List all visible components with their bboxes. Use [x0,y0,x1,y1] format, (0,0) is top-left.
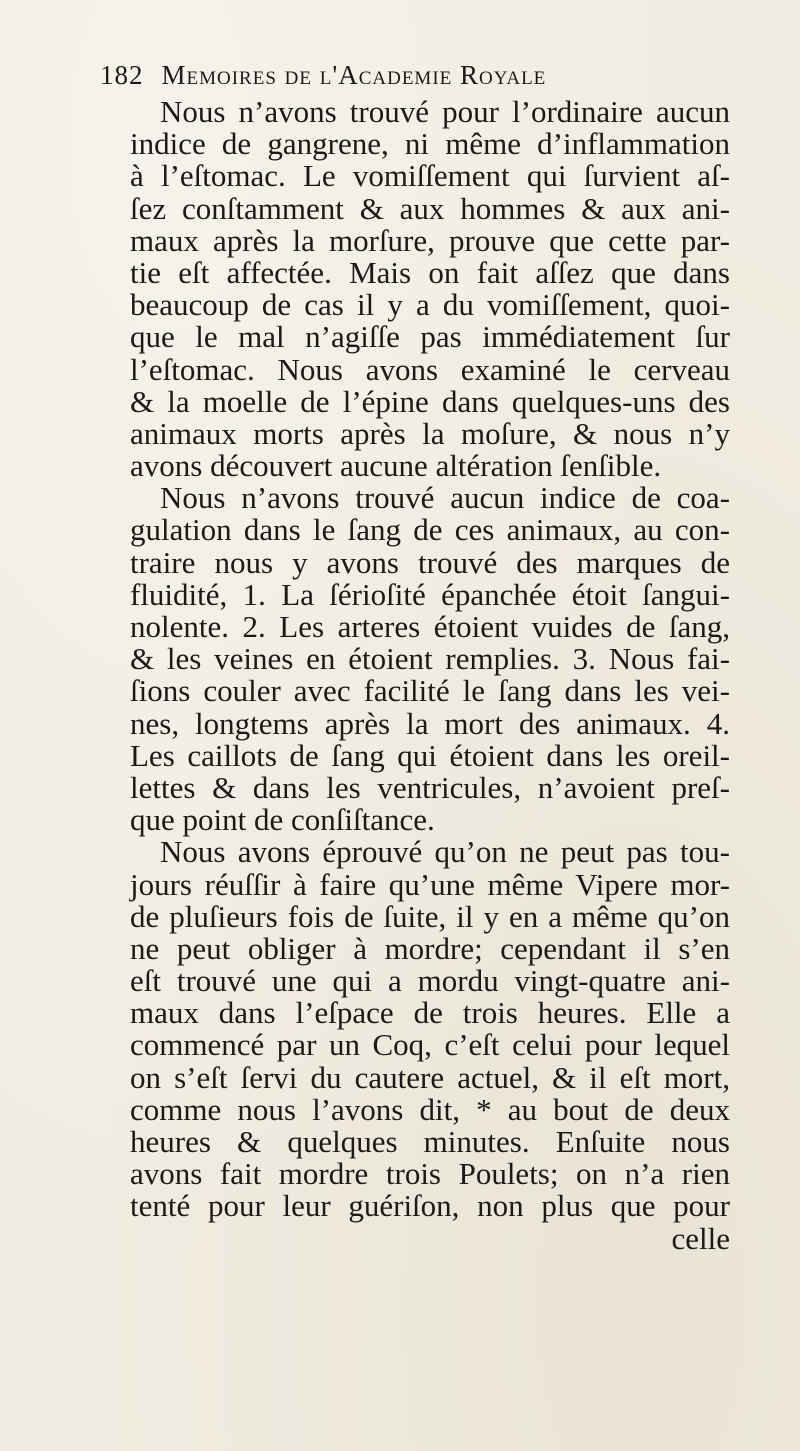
text-line: Les caillots de ſang qui étoient dans les oreil- [130,737,730,773]
text-line: que point de conſiſtance. [130,802,435,838]
text-line: & les veines en étoient remplies. 3. Nous fai- [130,641,730,677]
text-line: nes, longtems après la mort des animaux. 4. [130,705,730,741]
text-line: fluidité, 1. La ſérioſité épanchée étoit ſangui- [130,576,730,612]
text-line: de pluſieurs fois de ſuite, il y en a même qu’on [130,898,730,934]
text-line: & la moelle de l’épine dans quelques-uns des [130,383,730,419]
text-line: Nous n’avons trouvé pour l’ordinaire aucun [160,94,730,129]
text-line: indice de gangrene, ni même d’inflammation [130,126,730,162]
text-line: tie eſt affectée. Mais on fait aſſez que dans [130,254,730,290]
text-line: ſez conſtamment & aux hommes & aux ani- [130,190,730,226]
text-line: comme nous l’avons dit, * au bout de deux [130,1091,730,1127]
text-line: maux dans l’eſpace de trois heures. Elle a [130,995,730,1031]
text-line: tenté pour leur guériſon, non plus que pour [130,1188,730,1224]
text-line: que le mal n’agiſſe pas immédiatement ſur [130,319,730,355]
text-line: commencé par un Coq, c’eſt celui pour lequel [130,1027,730,1063]
text-line: heures & quelques minutes. Enſuite nous [130,1124,730,1159]
text-line: jours réuſſir à faire qu’une même Vipere mor- [130,866,730,902]
text-line: nolente. 2. Les arteres étoient vuides de ſang, [130,609,730,644]
page-number: 182 [100,60,144,90]
text-line: Nous avons éprouvé qu’on ne peut pas tou- [160,834,730,870]
catchword: celle [671,1220,730,1256]
text-line: Nous n’avons trouvé aucun indice de coa- [160,480,730,516]
running-title: Memoires de l'Academie Royale [161,60,547,90]
text-line: beaucoup de cas il y a du vomiſſement, quoi- [130,287,730,323]
text-line: eſt trouvé une qui a mordu vingt-quatre ani- [130,963,730,999]
text-line: ſions couler avec facilité le ſang dans les vei- [130,673,730,709]
page-header [100,60,720,96]
text-line: avons découvert aucune altération ſenſible. [130,448,662,484]
text-line: l’eſtomac. Nous avons examiné le cerveau [130,351,730,387]
text-line: on s’eſt ſervi du cautere actuel, & il eſt mort, [130,1059,730,1095]
text-line: traire nous y avons trouvé des marques de [130,544,730,580]
text-line: à l’eſtomac. Le vomiſſement qui ſurvient aſ- [130,158,730,194]
text-line: animaux morts après la moſure, & nous n’y [130,415,730,451]
body-text [130,96,730,1255]
text-line: ne peut obliger à mordre; cependant il s’en [130,930,730,966]
text-line: avons fait mordre trois Poulets; on n’a rien [130,1156,730,1192]
text-line: lettes & dans les ventricules, n’avoient preſ- [130,769,730,805]
text-line: gulation dans le ſang de ces animaux, au con- [130,512,730,548]
text-line: maux après la morſure, prouve que cette par- [130,222,730,258]
